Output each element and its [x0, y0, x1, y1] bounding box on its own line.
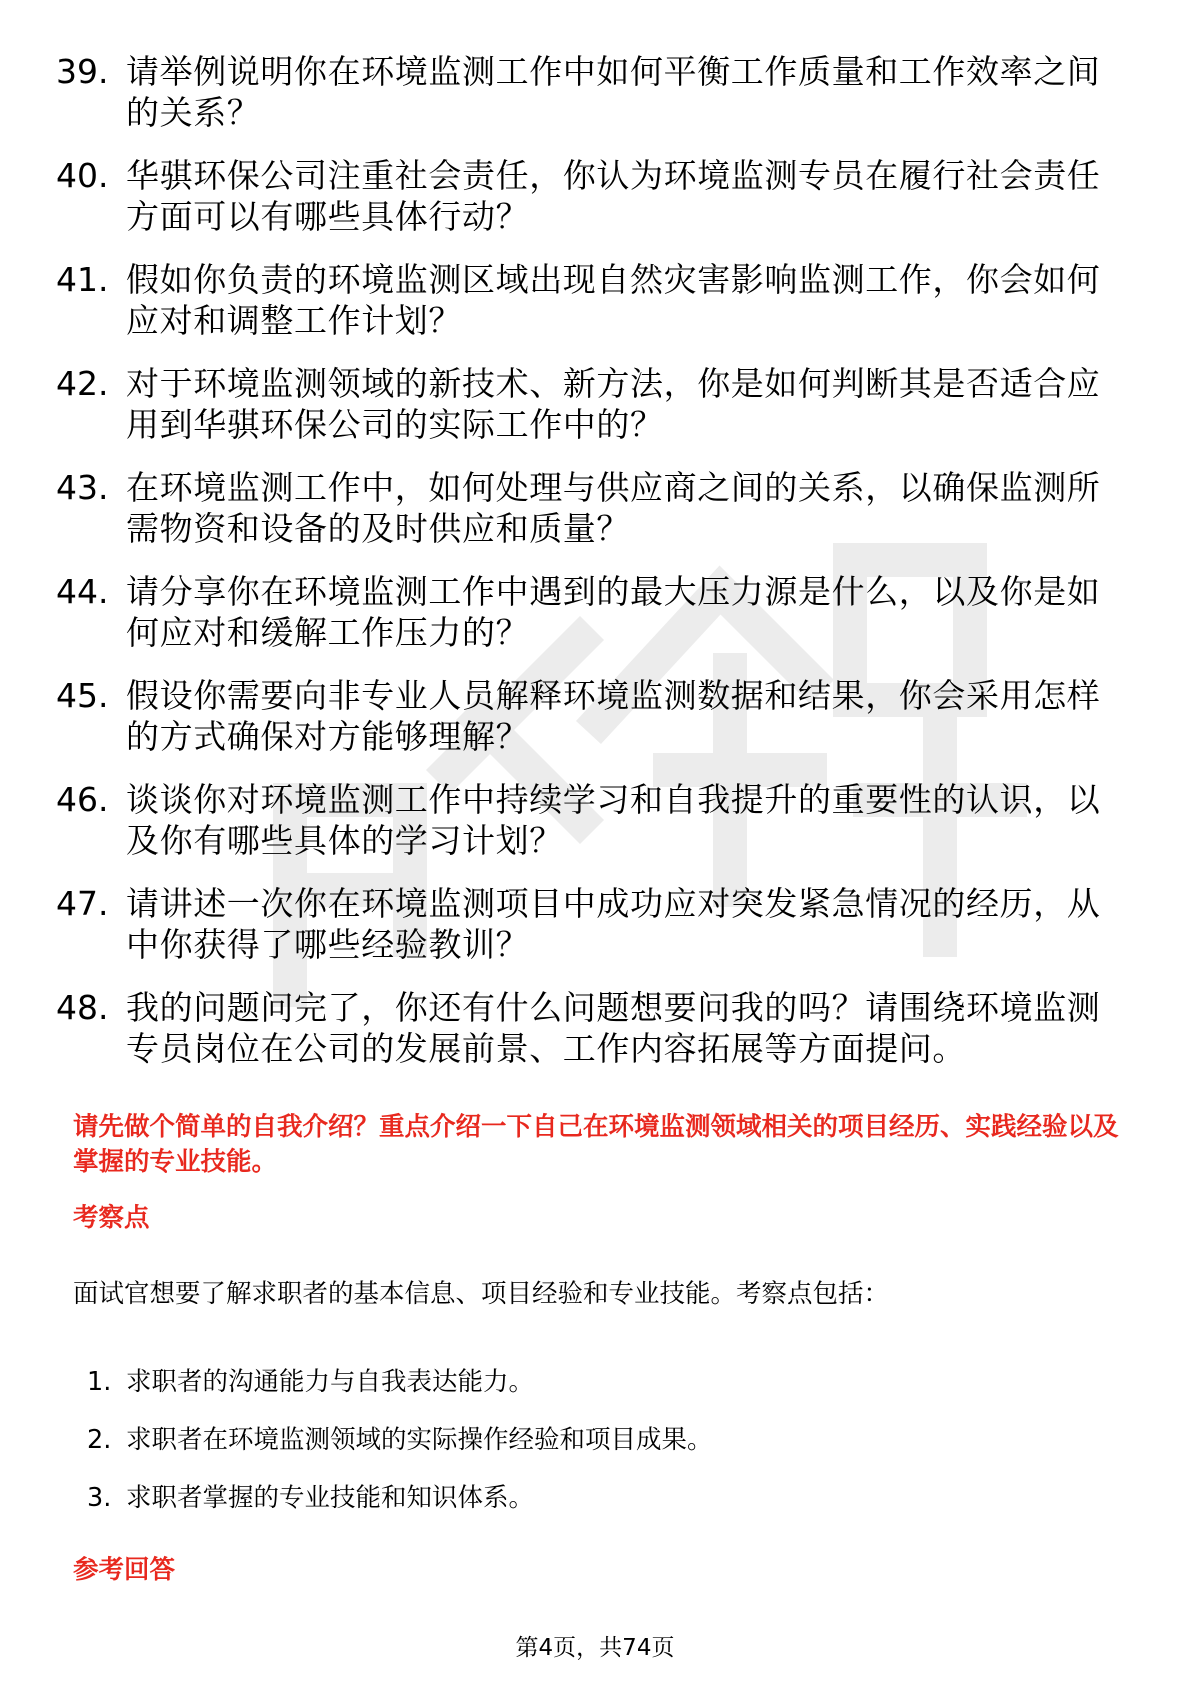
list-item	[0, 259, 1190, 363]
point-number: 1.	[87, 1367, 112, 1397]
list-item	[0, 571, 1190, 675]
question-text: 在环境监测工作中，如何处理与供应商之间的关系，以确保监测所需物资和设备的及时供应和质量？	[126, 468, 1101, 548]
list-item	[0, 467, 1190, 571]
question-number: 47.	[56, 884, 109, 923]
question-text: 请举例说明你在环境监测工作中如何平衡工作质量和工作效率之间的关系？	[126, 52, 1101, 132]
question-number: 45.	[56, 676, 109, 715]
page-footer: 第4页，共74页	[515, 1635, 675, 1661]
list-item	[0, 779, 1190, 883]
point-text: 求职者掌握的专业技能和知识体系。	[126, 1483, 535, 1513]
question-number: 41.	[56, 260, 109, 299]
point-number: 3.	[87, 1483, 112, 1513]
list-item	[0, 1366, 1190, 1424]
list-item	[0, 1482, 1190, 1540]
point-text: 求职者在环境监测领域的实际操作经验和项目成果。	[126, 1425, 713, 1455]
point-number: 2.	[87, 1425, 112, 1455]
question-list	[0, 51, 1190, 1091]
answer-heading: 参考回答	[73, 1555, 176, 1585]
list-item	[0, 363, 1190, 467]
examine-points-list	[0, 1366, 1190, 1540]
question-number: 42.	[56, 364, 109, 403]
intro-question: 请先做个简单的自我介绍？重点介绍一下自己在环境监测领域相关的项目经历、实践经验以及掌握的专业技能。	[73, 1112, 1119, 1177]
question-text: 我的问题问完了，你还有什么问题想要问我的吗？请围绕环境监测专员岗位在公司的发展前景、工作内容拓展等方面提问。	[126, 988, 1101, 1068]
question-number: 48.	[56, 988, 109, 1027]
question-number: 40.	[56, 156, 109, 195]
list-item	[0, 675, 1190, 779]
question-text: 谈谈你对环境监测工作中持续学习和自我提升的重要性的认识，以及你有哪些具体的学习计划？	[126, 780, 1101, 860]
list-item	[0, 987, 1190, 1091]
question-text: 对于环境监测领域的新技术、新方法，你是如何判断其是否适合应用到华骐环保公司的实际工作中的？	[126, 364, 1101, 444]
question-number: 44.	[56, 572, 109, 611]
list-item	[0, 883, 1190, 987]
question-text: 请分享你在环境监测工作中遇到的最大压力源是什么，以及你是如何应对和缓解工作压力的？	[126, 572, 1101, 652]
question-number: 43.	[56, 468, 109, 507]
list-item	[0, 1424, 1190, 1482]
question-text: 假设你需要向非专业人员解释环境监测数据和结果，你会采用怎样的方式确保对方能够理解？	[126, 676, 1101, 756]
question-number: 46.	[56, 780, 109, 819]
examine-intro: 面试官想要了解求职者的基本信息、项目经验和专业技能。考察点包括：	[73, 1279, 890, 1309]
question-text: 华骐环保公司注重社会责任，你认为环境监测专员在履行社会责任方面可以有哪些具体行动？	[126, 156, 1101, 236]
question-text: 请讲述一次你在环境监测项目中成功应对突发紧急情况的经历，从中你获得了哪些经验教训？	[126, 884, 1101, 964]
examine-heading: 考察点	[73, 1203, 150, 1233]
list-item	[0, 155, 1190, 259]
question-number: 39.	[56, 52, 109, 91]
question-text: 假如你负责的环境监测区域出现自然灾害影响监测工作，你会如何应对和调整工作计划？	[126, 260, 1101, 340]
point-text: 求职者的沟通能力与自我表达能力。	[126, 1367, 535, 1397]
list-item	[0, 51, 1190, 155]
